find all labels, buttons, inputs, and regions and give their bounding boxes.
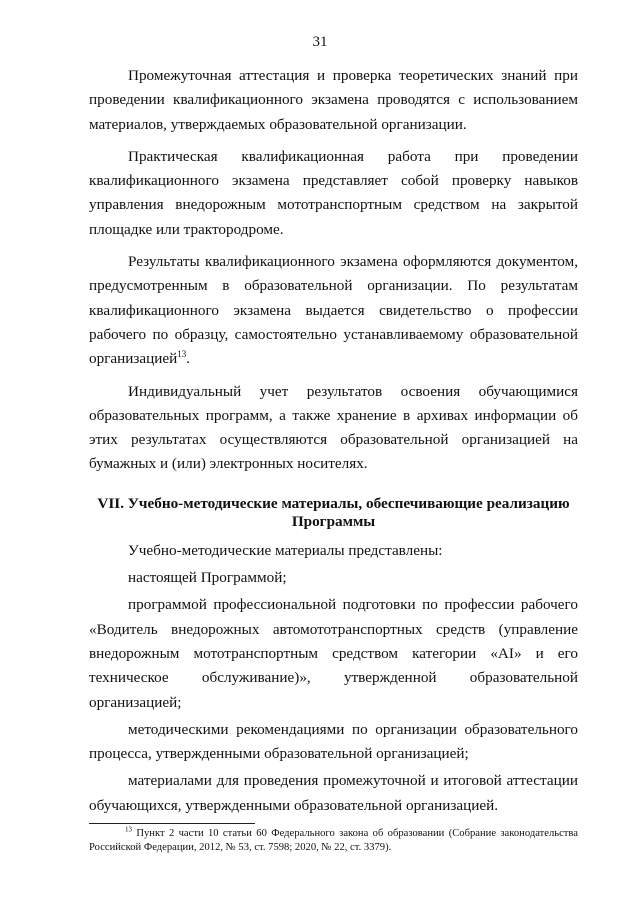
paragraph-methodical-recommendations: методическими рекомендациями по организации образовательного процесса, утвержденными образовательной организацией;	[89, 720, 578, 763]
paragraph-materials-intro: Учебно-методические материалы представлены:	[128, 541, 443, 559]
paragraph-interim-attestation: Промежуточная аттестация и проверка теоретических знаний при проведении квалификационного экзамена проводятся с использованием материалов, утверждаемых образовательной организации.	[89, 67, 578, 133]
footnote-reference: 13	[177, 349, 187, 360]
footnote-marker: 13	[125, 825, 132, 834]
paragraph-exam-results-end: .	[186, 350, 191, 368]
document-body	[89, 64, 578, 821]
paragraph-exam-results	[89, 250, 578, 371]
section-heading-line-1: VII. Учебно-методические материалы, обеспечивающие реализацию	[97, 494, 570, 512]
page-number: 31	[312, 34, 328, 50]
footnote-divider	[89, 823, 255, 824]
footnote-text: Пункт 2 части 10 статьи 60 Федерального закона об образовании (Собрание законодательства Российской Федерации, 2012, № 53, ст. 7598; 2020, № 22, ст. 3379).	[89, 828, 578, 853]
section-heading-line-2: Программы	[291, 512, 376, 530]
section-heading	[89, 495, 578, 531]
paragraph-practical-work: Практическая квалификационная работа при проведении квалификационного экзамена представляет собой проверку навыков управления внедорожным мототранспортным средством на закрытой площадке или трактородроме.	[89, 147, 578, 238]
paragraph-exam-results-text: Результаты квалификационного экзамена оформляются документом, предусмотренным в образовательной организации. По результатам квалификационного экзамена выдается свидетельство о профессии рабочего по образцу, самостоятельно устанавливаемому образовательной организацией	[89, 253, 578, 368]
paragraph-this-program: настоящей Программой;	[128, 569, 287, 587]
paragraph-attestation-materials: материалами для проведения промежуточной и итоговой аттестации обучающихся, утвержденными образовательной организацией.	[89, 772, 578, 814]
paragraph-training-program: программой профессиональной подготовки по профессии рабочего «Водитель внедорожных автомототранспортных средств (управление внедорожным мототранспортным средством категории «AI» и его техническое обслуживание)», утвержденной образовательной организацией;	[89, 596, 578, 711]
footnote	[89, 827, 578, 855]
paragraph-individual-record: Индивидуальный учет результатов освоения обучающимися образовательных программ, а также хранение в архивах информации об этих результатах осуществляются образовательной организацией на бумажных и (или) электронных носителях.	[89, 382, 578, 473]
